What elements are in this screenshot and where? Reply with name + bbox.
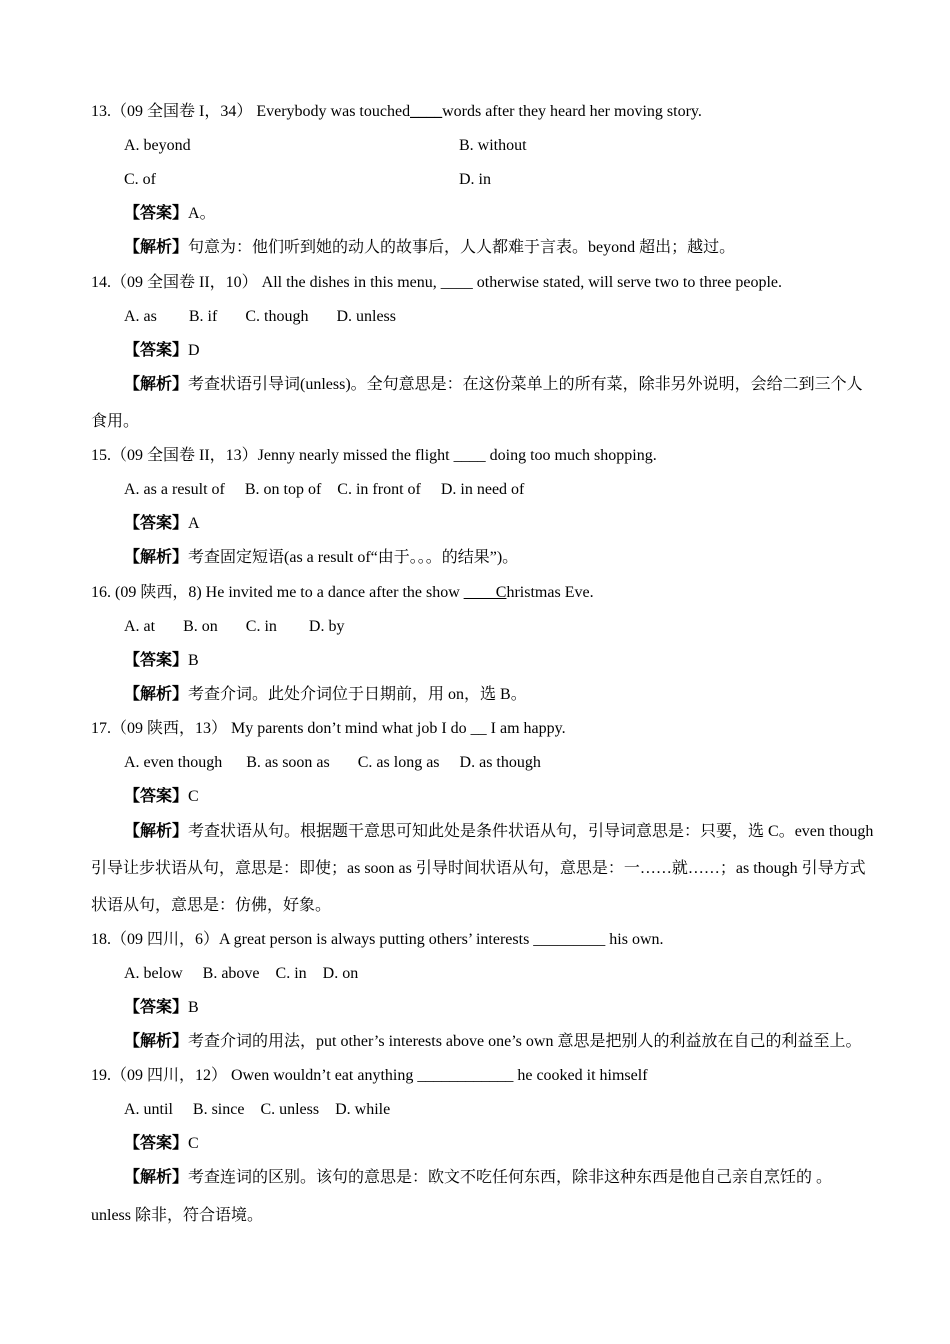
q14-analysis-cont: 食用。 [91,413,140,430]
q16-answer [124,651,199,671]
q16-stem-text: 16. (09 陕西，8) He invited me to a dance after the show [91,584,464,601]
q14-answer [124,341,200,361]
q13-analysis [124,238,735,258]
q19-analysis [124,1168,832,1188]
q13-option-b: B. without [459,137,527,154]
q16-stem-text-end: hristmas Eve. [506,584,594,601]
answer-label: 【答案】 [124,205,189,222]
q15-answer [124,514,200,534]
answer-label: 【答案】 [124,1135,189,1152]
answer-value: A [188,515,200,532]
analysis-text: 考查连词的区别。该句的意思是：欧文不吃任何东西，除非这种东西是他自己亲自烹饪的 。 [188,1169,833,1186]
answer-value: A。 [188,205,216,222]
q13-option-a: A. beyond [124,137,191,154]
q13-stem-text-end: words after they heard her moving story. [442,103,702,120]
q15-options: A. as a result of B. on top of C. in front of D. in need of [124,481,525,498]
q15-stem: 15.（09 全国卷 II，13）Jenny nearly missed the flight ____ doing too much shopping. [91,447,657,464]
analysis-label: 【解析】 [124,239,189,256]
q18-stem: 18.（09 四川，6）A great person is always putting others’ interests _________ his own. [91,931,664,948]
analysis-text: 考查固定短语(as a result of“由于。。。的结果”)。 [188,549,519,566]
q19-answer [124,1134,199,1154]
q16-stem [91,583,594,603]
q16-options: A. at B. on C. in D. by [124,618,345,635]
q17-stem: 17.（09 陕西，13） My parents don’t mind what job I do __ I am happy. [91,720,566,737]
answer-value: D [188,342,200,359]
analysis-text: 考查介词的用法，put other’s interests above one’s own 意思是把别人的利益放在自己的利益至上。 [188,1033,862,1050]
q14-stem: 14.（09 全国卷 II，10） All the dishes in this menu, ____ otherwise stated, will serve two to three people. [91,274,783,291]
answer-label: 【答案】 [124,342,189,359]
q18-analysis [124,1032,861,1052]
q13-answer [124,204,216,224]
analysis-text: 考查介词。此处介词位于日期前，用 on，选 B。 [188,686,527,703]
q18-answer [124,998,199,1018]
q18-options: A. below B. above C. in D. on [124,965,359,982]
analysis-label: 【解析】 [124,1169,189,1186]
analysis-text: 考查状语引导词(unless)。全句意思是：在这份菜单上的所有菜，除非另外说明，会给二到三个人 [188,376,863,393]
answer-value: B [188,652,199,669]
analysis-text: 句意为：他们听到她的动人的故事后，人人都难于言表。beyond 超出；越过。 [188,239,736,256]
q14-analysis [124,375,863,395]
analysis-label: 【解析】 [124,686,189,703]
answer-label: 【答案】 [124,652,189,669]
q13-blank: ____ [410,103,443,120]
analysis-label: 【解析】 [124,823,189,840]
q17-analysis [124,822,873,842]
q15-analysis [124,548,518,568]
q19-stem: 19.（09 四川，12） Owen wouldn’t eat anything ____________ he cooked it himself [91,1067,648,1084]
answer-label: 【答案】 [124,999,189,1016]
q17-options: A. even though B. as soon as C. as long as D. as though [124,754,541,771]
q16-analysis [124,685,527,705]
answer-value: B [188,999,199,1016]
q17-analysis-cont-2: 状语从句，意思是：仿佛，好象。 [91,897,332,914]
answer-label: 【答案】 [124,788,189,805]
q19-analysis-cont: unless 除非，符合语境。 [91,1207,264,1224]
analysis-label: 【解析】 [124,376,189,393]
analysis-text: 考查状语从句。根据题干意思可知此处是条件状语从句，引导词意思是：只要，选 C。even though [188,823,874,840]
q13-option-c: C. of [124,171,156,188]
q14-options: A. as B. if C. though D. unless [124,308,396,325]
q16-blank: ____C [463,584,507,601]
q17-answer [124,787,199,807]
analysis-label: 【解析】 [124,549,189,566]
answer-value: C [188,1135,199,1152]
q13-option-d: D. in [459,171,491,188]
q19-options: A. until B. since C. unless D. while [124,1101,391,1118]
q13-stem-text: 13.（09 全国卷 I，34） Everybody was touched [91,103,411,120]
q13-stem [91,102,702,122]
q17-analysis-cont-1: 引导让步状语从句，意思是：即使；as soon as 引导时间状语从句，意思是：一……就……；as though 引导方式 [91,860,866,877]
answer-label: 【答案】 [124,515,189,532]
answer-value: C [188,788,199,805]
analysis-label: 【解析】 [124,1033,189,1050]
